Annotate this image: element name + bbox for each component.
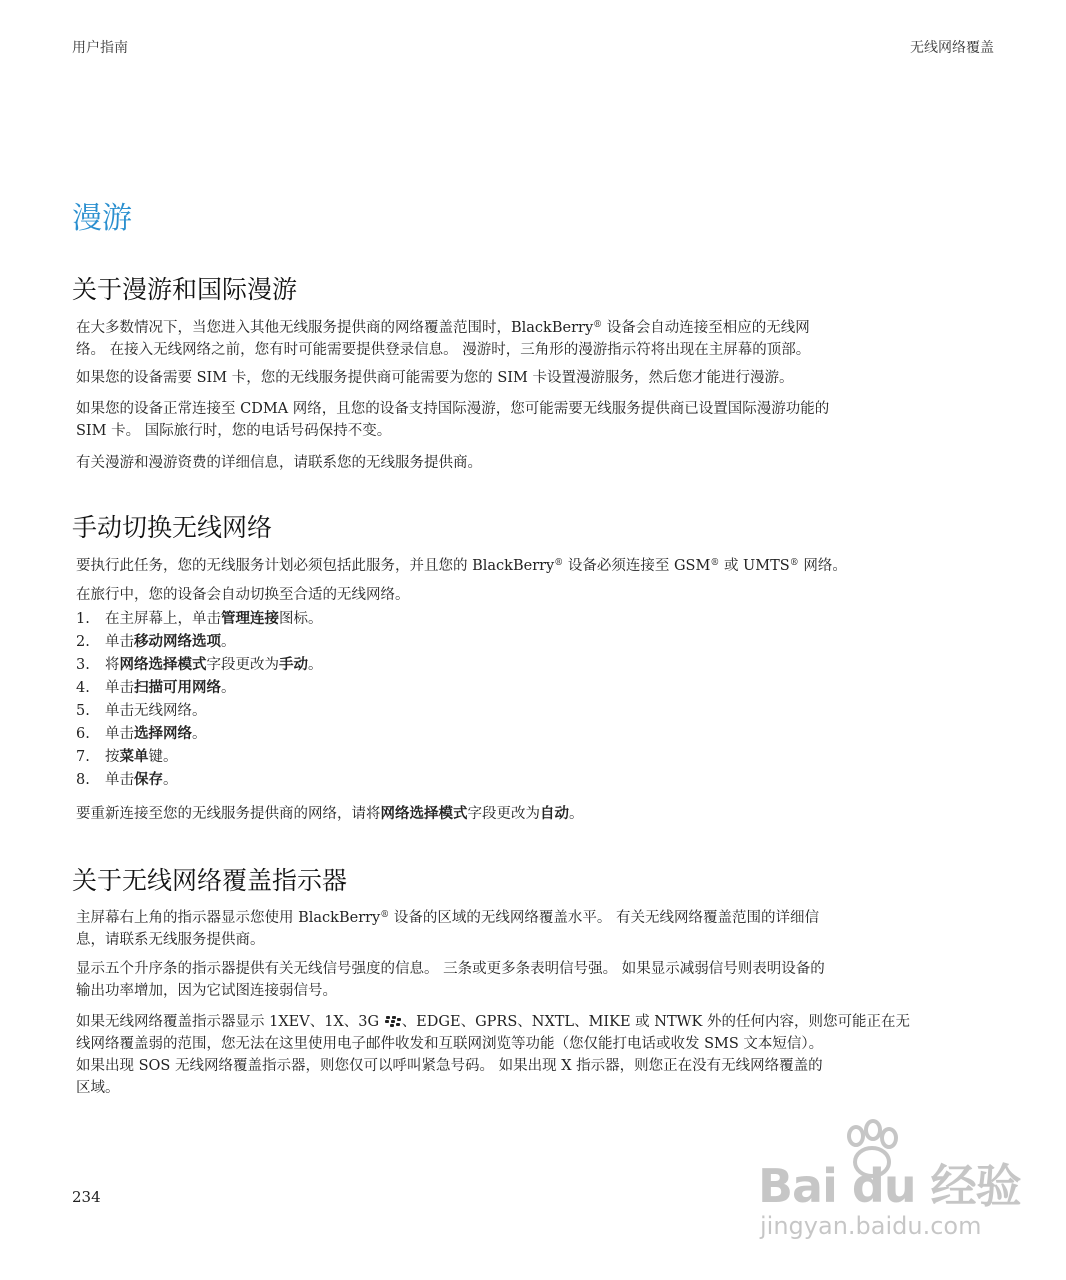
manual-switch-outro: 要重新连接至您的无线服务提供商的网络，请将网络选择模式字段更改为自动。 [76,806,584,822]
baidu-jingyan-watermark [752,1118,1021,1258]
manual-switch-intro: 在旅行中，您的设备会自动切换至合适的无线网络。 [76,587,410,603]
step-item: 8. 单击保存。 [76,772,178,788]
step-item: 1. 在主屏幕上，单击管理连接图标。 [76,611,323,627]
coverage-paragraph-3: 如果无线网络覆盖指示器显示 1XEV、1X、3G 、EDGE、GPRS、NXTL、MIKE 或 NTWK 外的任何内容，则您可能正在无 线网络覆盖弱的范围，您无法在这里使用电子邮件收发和互联网浏览等功能（您仅能打电话或收发 SMS 文本短信）。 如果出现 SOS 无线网络覆盖指示器，则您仅可以呼叫紧急号码。 如果出现 X 指示器，则您正在没有无线网络覆盖的 区域。 [76,1014,910,1096]
step-item: 3. 将网络选择模式字段更改为手动。 [76,657,323,673]
roaming-paragraph-3: 如果您的设备正常连接至 CDMA 网络，且您的设备支持国际漫游，您可能需要无线服务提供商已设置国际漫游功能的 SIM 卡。 国际旅行时，您的电话号码保持不变。 [76,401,830,439]
section-title-roaming: 关于漫游和国际漫游 [72,275,298,304]
step-item: 2. 单击移动网络选项。 [76,634,236,650]
blackberry-logo-icon [385,1015,401,1027]
step-item: 6. 单击选择网络。 [76,726,207,742]
section-title-manual-switch: 手动切换无线网络 [72,513,273,542]
page-title: 漫游 [72,201,132,236]
step-item: 4. 单击扫描可用网络。 [76,680,236,696]
step-item: 5. 单击无线网络。 [76,703,207,719]
coverage-paragraph-1: 主屏幕右上角的指示器显示您使用 BlackBerry® 设备的区域的无线网络覆盖水平。 有关无线网络覆盖范围的详细信 息，请联系无线服务提供商。 [76,910,819,948]
watermark-brand: Bai du 经验 [758,1159,1021,1213]
running-header-left: 用户指南 [72,40,128,56]
registered-mark: ® [593,320,603,330]
roaming-paragraph-4: 有关漫游和漫游资费的详细信息，请联系您的无线服务提供商。 [76,455,482,471]
coverage-paragraph-2: 显示五个升序条的指示器提供有关无线信号强度的信息。 三条或更多条表明信号强。 如果显示减弱信号则表明设备的 输出功率增加，因为它试图连接弱信号。 [76,961,825,999]
steps-list [76,608,323,792]
roaming-paragraph-2: 如果您的设备需要 SIM 卡，您的无线服务提供商可能需要为您的 SIM 卡设置漫游服务，然后您才能进行漫游。 [76,370,794,386]
roaming-paragraph-1: 在大多数情况下，当您进入其他无线服务提供商的网络覆盖范围时，BlackBerry® 设备会自动连接至相应的无线网 络。 在接入无线网络之前，您有时可能需要提供登录信息。 漫游时，三角形的漫游指示符将出现在主屏幕的顶部。 [76,320,811,358]
running-header-right: 无线网络覆盖 [910,40,994,56]
manual-switch-requirement: 要执行此任务，您的无线服务计划必须包括此服务，并且您的 BlackBerry® 设备必须连接至 GSM® 或 UMTS® 网络。 [76,558,847,574]
section-title-coverage-indicator: 关于无线网络覆盖指示器 [72,866,348,895]
step-item: 7. 按菜单键。 [76,749,178,765]
watermark-url: jingyan.baidu.com [760,1212,982,1240]
page-number: 234 [72,1188,101,1206]
